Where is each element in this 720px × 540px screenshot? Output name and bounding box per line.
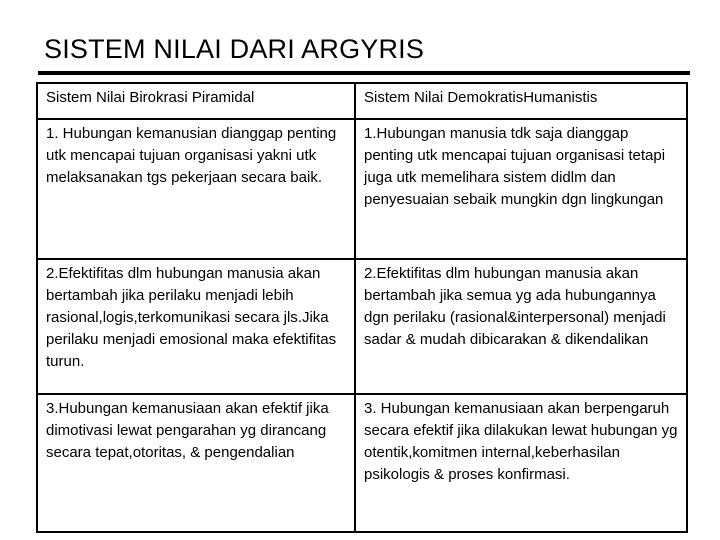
table-cell-democratic: 1.Hubungan manusia tdk saja dianggap penting utk mencapai tujuan organisasi tetapi juga utk memelihara sistem didlm dan penyesuaian sebaik mungkin dgn lingkungan bbox=[355, 119, 687, 259]
table-cell-democratic: 2.Efektifitas dlm hubungan manusia akan bertambah jika semua yg ada hubungannya dgn perilaku (rasional&interpersonal) menjadi sadar & mudah dibicarakan & dikendalikan bbox=[355, 259, 687, 394]
slide-title: SISTEM NILAI DARI ARGYRIS bbox=[44, 34, 425, 64]
title-underline bbox=[38, 71, 690, 75]
header-cell-bureaucratic: Sistem Nilai Birokrasi Piramidal bbox=[37, 83, 355, 119]
header-cell-democratic: Sistem Nilai DemokratisHumanistis bbox=[355, 83, 687, 119]
comparison-table bbox=[36, 82, 688, 533]
table-cell-bureaucratic: 2.Efektifitas dlm hubungan manusia akan bertambah jika perilaku menjadi lebih rasional,logis,terkomunikasi secara jls.Jika perilaku menjadi emosional maka efektifitas turun. bbox=[37, 259, 355, 394]
table-cell-democratic: 3. Hubungan kemanusiaan akan berpengaruh secara efektif jika dilakukan lewat hubungan yg otentik,komitmen internal,keberhasilan psikologis & proses konfirmasi. bbox=[355, 394, 687, 532]
table-cell-bureaucratic: 3.Hubungan kemanusiaan akan efektif jika dimotivasi lewat pengarahan yg dirancang secara tepat,otoritas, & pengendalian bbox=[37, 394, 355, 532]
table-row bbox=[37, 119, 687, 259]
table-row bbox=[37, 259, 687, 394]
table-header-row bbox=[37, 83, 687, 119]
table-row bbox=[37, 394, 687, 532]
table-cell-bureaucratic: 1. Hubungan kemanusian dianggap penting utk mencapai tujuan organisasi yakni utk melaksanakan tgs pekerjaan secara baik. bbox=[37, 119, 355, 259]
